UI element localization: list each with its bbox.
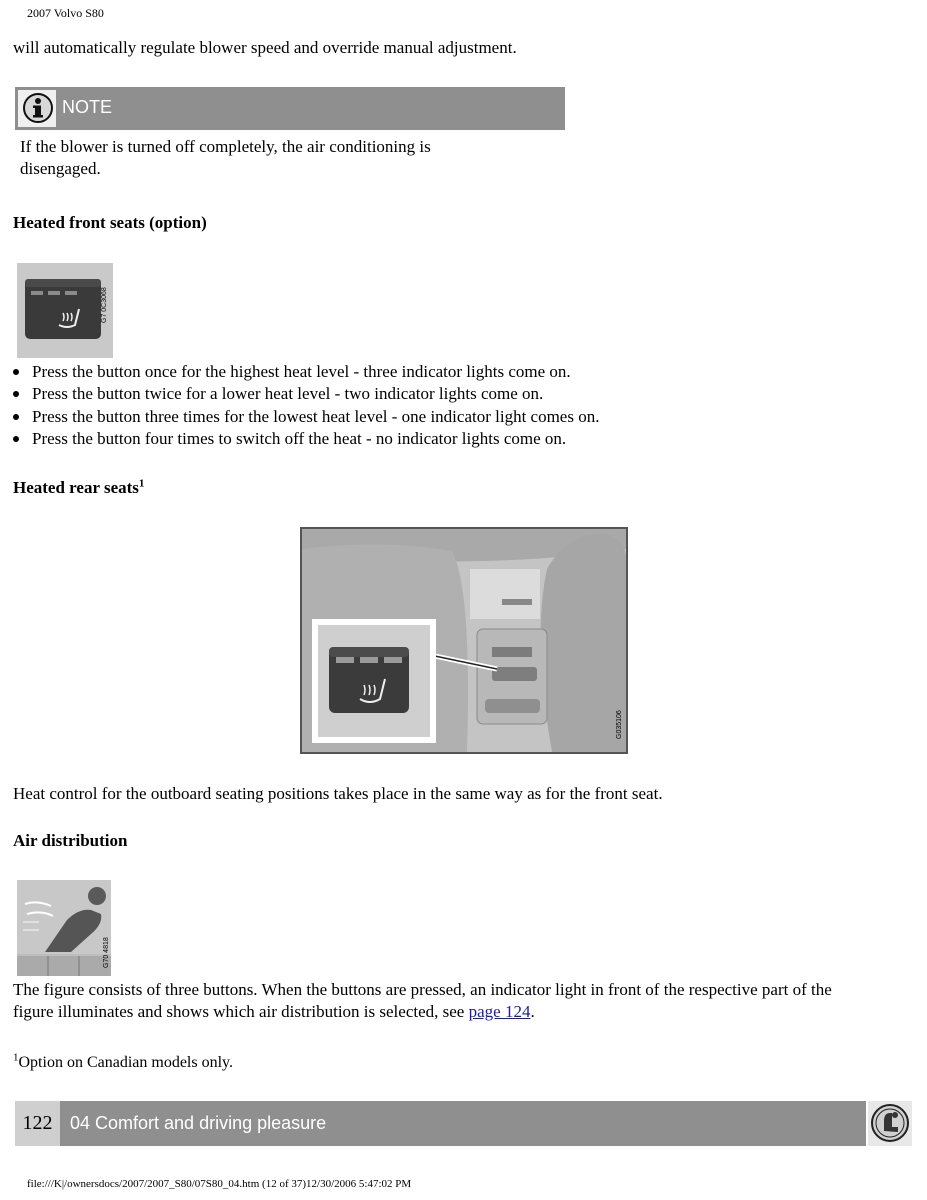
image-code: G035106	[616, 710, 623, 739]
list-item: Press the button four times to switch off the heat - no indicator lights come on.	[13, 428, 566, 450]
heading-air-distribution: Air distribution	[13, 831, 128, 850]
page-number: 122	[15, 1101, 60, 1146]
seat-comfort-icon	[868, 1101, 912, 1146]
info-icon	[23, 93, 53, 123]
heading-heated-rear-seats: Heated rear seats$^1$	[13, 477, 145, 497]
intro-paragraph: will automatically regulate blower speed and override manual adjustment.	[13, 38, 517, 57]
list-item: Press the button three times for the lowest heat level - one indicator light comes on.	[13, 406, 599, 428]
bullet-icon	[13, 414, 19, 420]
list-item: Press the button twice for a lower heat level - two indicator lights come on.	[13, 383, 543, 405]
footnote: $^1$Option on Canadian models only.	[13, 1051, 233, 1071]
chapter-footer-bar	[15, 1101, 912, 1146]
bullet-icon	[13, 436, 19, 442]
heading-heated-front-seats: Heated front seats (option)	[13, 213, 207, 232]
file-path: file:///K|/ownersdocs/2007/2007_S80/07S80_04.htm (12 of 37)12/30/2006 5:47:02 PM	[27, 1178, 412, 1190]
air-distribution-buttons-image	[17, 880, 111, 976]
running-head: 2007 Volvo S80	[27, 6, 104, 20]
bullet-icon	[13, 369, 19, 375]
bullet-icon	[13, 391, 19, 397]
page-124-link[interactable]: page 124	[468, 1002, 531, 1021]
note-text-line-1: If the blower is turned off completely, the air conditioning is	[20, 137, 431, 156]
chapter-title: 04 Comfort and driving pleasure	[70, 1113, 327, 1133]
air-distribution-text-line-1: The figure consists of three buttons. When the buttons are pressed, an indicator light in front of the respective part of the	[13, 980, 832, 999]
image-code: G70 4818	[103, 937, 110, 968]
list-item: Press the button once for the highest heat level - three indicator lights come on.	[13, 361, 571, 383]
chapter-icon-frame	[866, 1101, 912, 1146]
note-text-line-2: disengaged.	[20, 159, 101, 178]
note-banner	[15, 87, 565, 130]
note-label: NOTE	[62, 97, 113, 117]
rear-seat-caption: Heat control for the outboard seating positions takes place in the same way as for the front seat.	[13, 784, 663, 803]
heated-rear-seat-button-image	[300, 527, 628, 754]
image-code: G7 0C3068	[101, 287, 108, 323]
air-distribution-text-line-2: figure illuminates and shows which air distribution is selected, see page 124.	[13, 1002, 535, 1021]
note-icon-frame	[18, 90, 56, 127]
footnote-mark: 1	[138, 477, 145, 490]
footnote-mark: 1	[13, 1051, 19, 1064]
heated-front-seat-button-image	[17, 263, 113, 358]
